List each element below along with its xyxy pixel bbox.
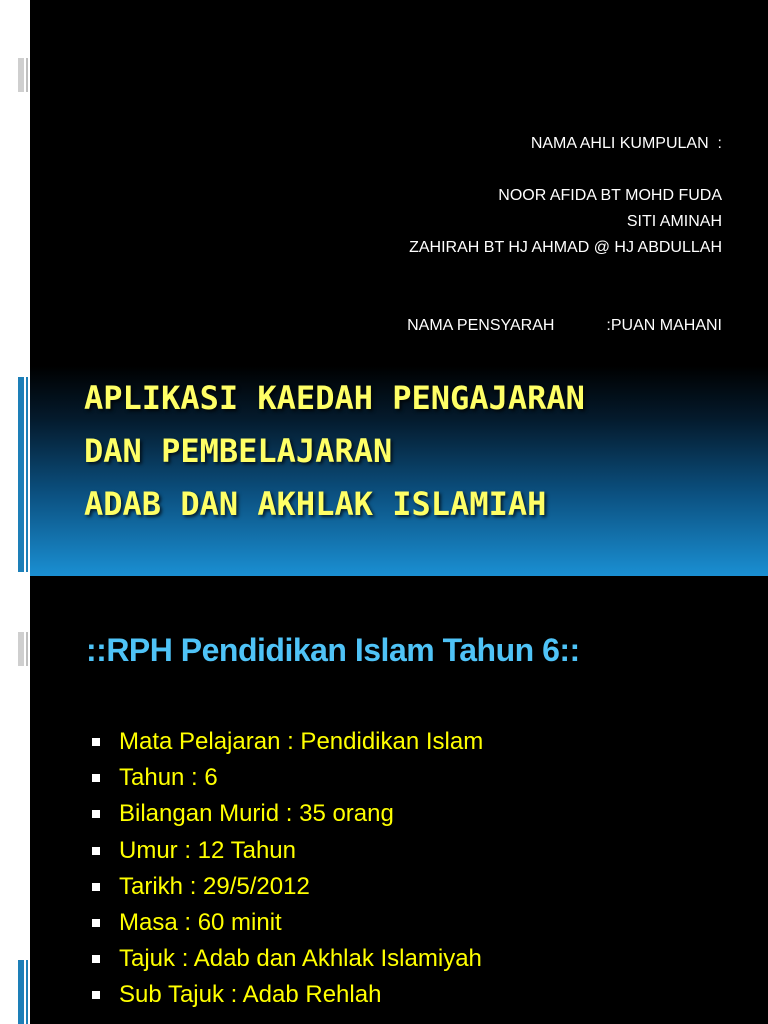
title-slide [30,0,768,576]
bullet-square-icon [92,991,100,999]
title-line: ADAB DAN AKHLAK ISLAMIAH [84,485,547,523]
list-item [90,833,483,869]
list-item [90,796,483,832]
bullet-square-icon [92,738,100,746]
slide-title [84,372,585,531]
list-item [90,941,483,977]
lecturer-line [407,313,722,339]
bullet-text: Umur : 12 Tahun [119,836,296,864]
slide-edge-marker [16,632,30,666]
list-item [90,905,483,941]
bullet-square-icon [92,883,100,891]
lecturer-value: :PUAN MAHANI [606,317,722,334]
title-line: DAN PEMBELAJARAN [84,432,393,470]
members-heading: NAMA AHLI KUMPULAN : [530,135,722,152]
rph-bullet-list [90,724,483,1014]
bullet-text: Tahun : 6 [119,764,218,792]
bullet-square-icon [92,955,100,963]
bullet-text: Mata Pelajaran : Pendidikan Islam [119,728,484,755]
slide-edge-marker [16,960,30,1024]
lecturer-label: NAMA PENSYARAH [407,317,555,334]
bullet-square-icon [92,919,100,927]
list-item [90,724,483,760]
group-info [407,131,722,339]
member-name: NOOR AFIDA BT MOHD FUDA [498,187,722,204]
rph-slide [30,576,768,1024]
bullet-text: Tarikh : 29/5/2012 [119,872,310,900]
title-line: APLIKASI KAEDAH PENGAJARAN [84,379,585,417]
list-item [90,869,483,905]
bullet-text: Masa : 60 minit [119,908,282,936]
bullet-square-icon [92,810,100,818]
bullet-square-icon [92,847,100,855]
slide-edge-marker [16,58,30,92]
bullet-text: Sub Tajuk : Adab Rehlah [119,981,382,1009]
rph-heading: ::RPH Pendidikan Islam Tahun 6:: [86,632,580,668]
list-item [90,760,483,796]
slide-edge-marker [16,377,30,572]
list-item [90,977,483,1013]
bullet-square-icon [92,774,100,782]
member-name: SITI AMINAH [626,213,722,230]
member-name: ZAHIRAH BT HJ AHMAD @ HJ ABDULLAH [409,239,722,256]
bullet-text: Tajuk : Adab dan Akhlak Islamiyah [119,945,482,973]
bullet-text: Bilangan Murid : 35 orang [119,800,394,828]
